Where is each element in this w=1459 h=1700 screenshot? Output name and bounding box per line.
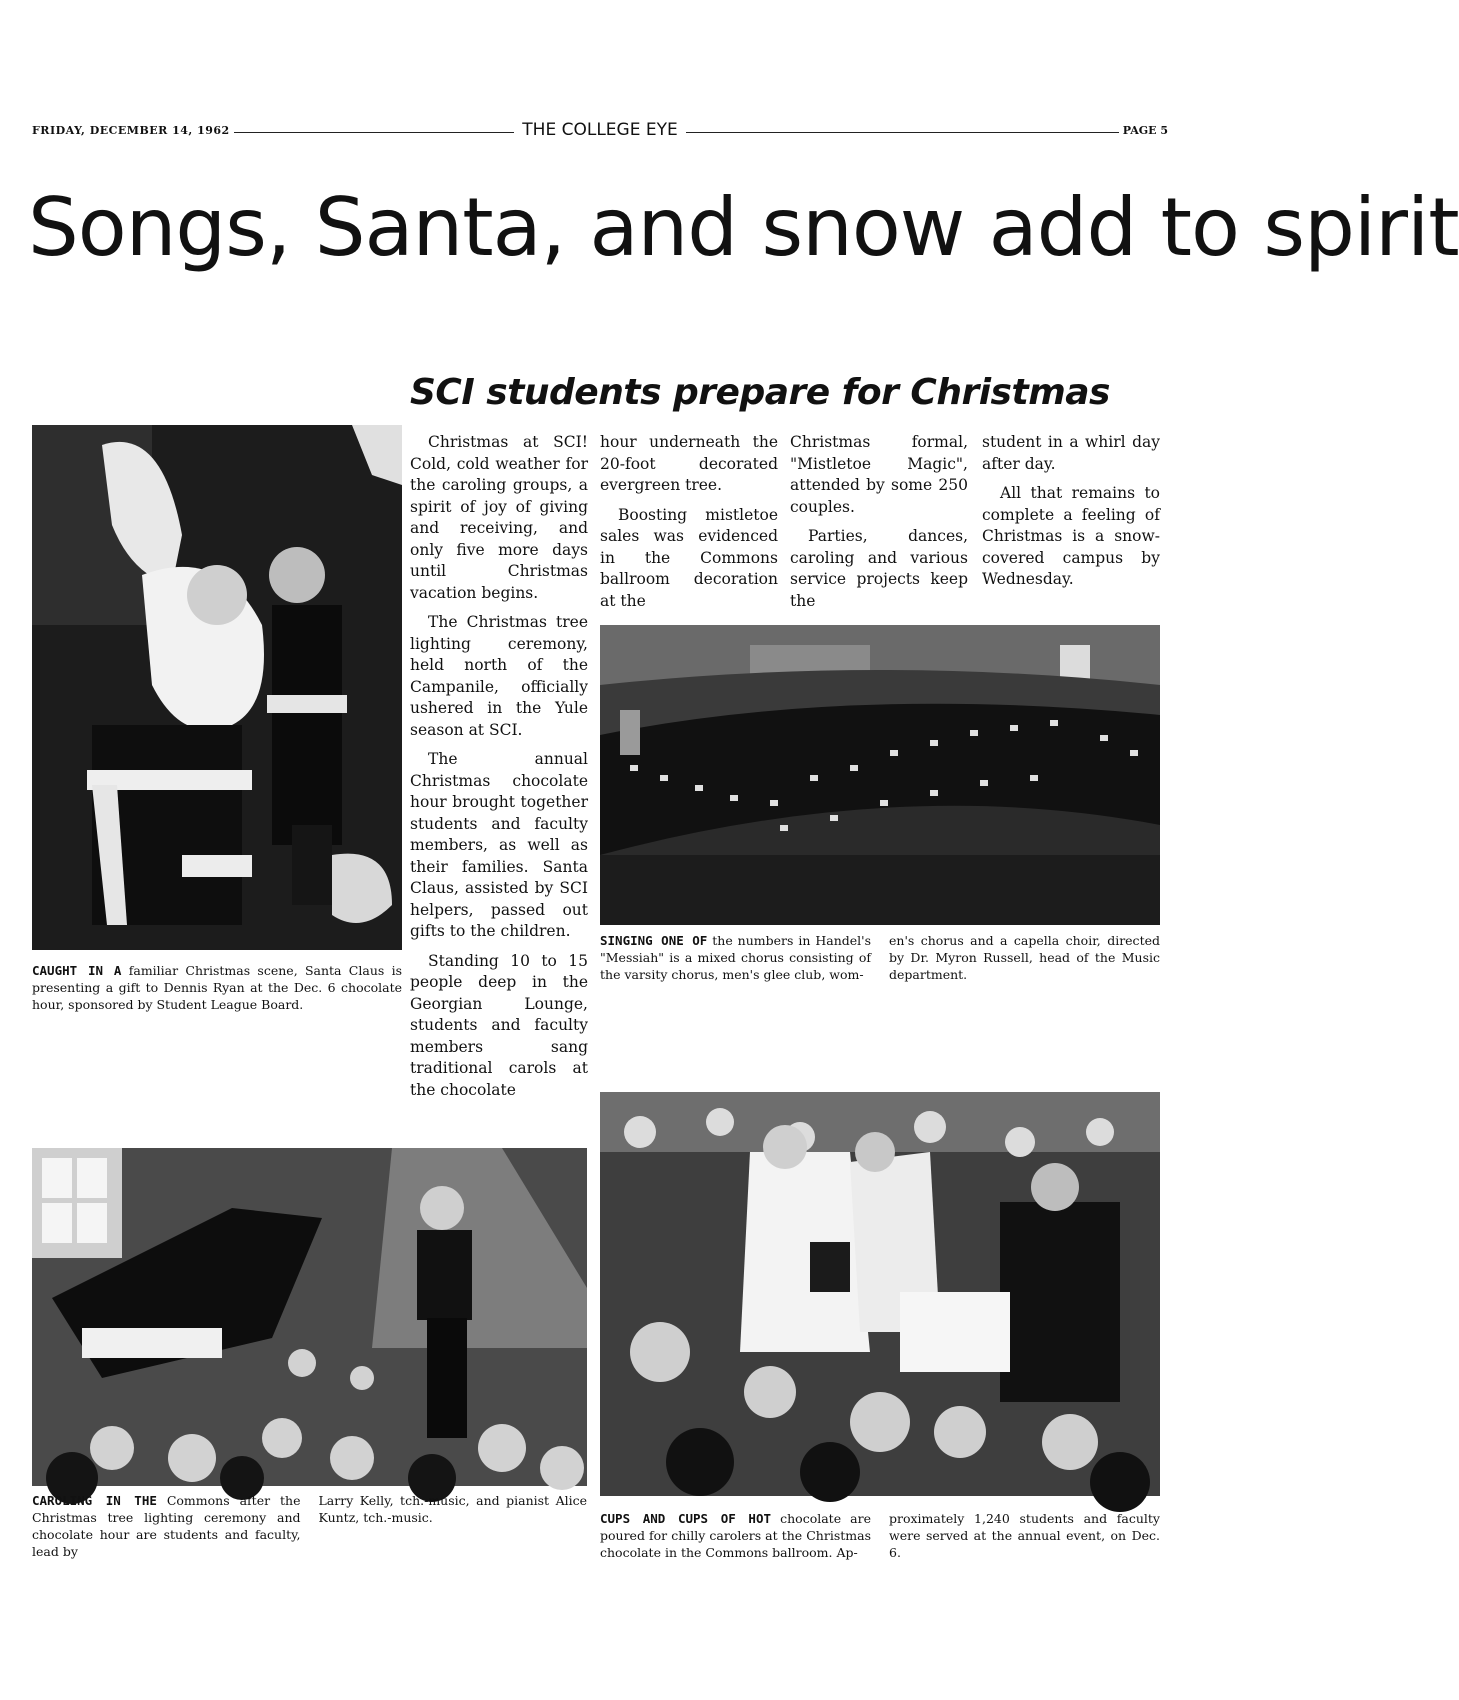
article-paragraph: student in a whirl day after day. — [982, 433, 1160, 473]
article-column-1 — [410, 432, 588, 1109]
article-paragraph: The annual Christmas chocolate hour brought together students and faculty members, as well as their families. Santa Claus, assisted by SCI helpers, passed out gifts to the children. — [410, 750, 588, 940]
caption-text: Larry Kelly, tch.-music, and pianist Alice Kuntz, tch.-music. — [318, 1493, 587, 1525]
article-column-2 — [600, 432, 778, 620]
santa-photo-caption — [32, 962, 402, 1013]
article-paragraph: Boosting mistletoe sales was evidenced in the Commons ballroom decoration at the — [600, 505, 778, 610]
chorus-photo — [600, 625, 1160, 925]
article-paragraph: Christmas formal, "Mistletoe Magic", attended by some 250 couples. — [790, 433, 968, 516]
caption-text: proximately 1,240 students and faculty were served at the annual event, on Dec. 6. — [889, 1511, 1160, 1560]
article-paragraph: hour underneath the 20-foot decorated evergreen tree. — [600, 433, 778, 494]
article-subhead: SCI students prepare for Christmas — [410, 372, 1110, 413]
chorus-photo-caption — [600, 932, 1160, 983]
santa-photo — [32, 425, 402, 950]
caption-lead: CAUGHT IN A — [32, 963, 122, 978]
masthead — [32, 122, 1168, 142]
caption-lead: SINGING ONE OF — [600, 933, 708, 948]
caption-text: the numbers in Handel's "Messiah" is a mixed chorus consisting of the varsity chorus, men's glee club, wom- — [600, 933, 872, 982]
chocolate-hour-photo — [600, 1092, 1160, 1496]
article-paragraph: Christmas at SCI! Cold, cold weather for the caroling groups, a spirit of joy of giving and receiving, and only five more days until Christmas vacation begins. — [410, 433, 588, 602]
caroling-photo-caption — [32, 1492, 587, 1560]
article-paragraph: All that remains to complete a feeling of Christmas is a snow-covered campus by Wednesday. — [982, 484, 1160, 588]
article-paragraph: The Christmas tree lighting ceremony, held north of the Campanile, officially ushered in the Yule season at SCI. — [410, 613, 588, 739]
article-column-3 — [790, 432, 968, 620]
article-paragraph: Parties, dances, caroling and various service projects keep the — [790, 527, 968, 610]
caption-text: familiar Christmas scene, Santa Claus is presenting a gift to Dennis Ryan at the Dec. 6 chocolate hour, sponsored by Student League Board. — [32, 963, 402, 1012]
page-headline: Songs, Santa, and snow add to spirit — [28, 181, 1459, 274]
caption-text: en's chorus and a capella choir, directed by Dr. Myron Russell, head of the Music department. — [889, 933, 1160, 982]
masthead-date: FRIDAY, DECEMBER 14, 1962 — [32, 124, 234, 137]
caption-text: chocolate are poured for chilly carolers at the Christmas chocolate in the Commons ballroom. Ap- — [600, 1511, 872, 1560]
masthead-paper-name: THE COLLEGE EYE — [514, 120, 685, 140]
article-paragraph: Standing 10 to 15 people deep in the Georgian Lounge, students and faculty members sang traditional carols at the chocolate — [410, 951, 588, 1099]
chocolate-hour-photo-caption — [600, 1510, 1160, 1561]
caption-text: Commons after the Christmas tree lighting ceremony and chocolate hour are students and faculty, lead by — [32, 1493, 301, 1559]
caption-lead: CAROLING IN THE — [32, 1493, 157, 1508]
caroling-photo — [32, 1148, 587, 1486]
masthead-page-number: PAGE 5 — [1119, 124, 1168, 137]
article-column-4 — [982, 432, 1160, 599]
caption-lead: CUPS AND CUPS OF HOT — [600, 1511, 772, 1526]
